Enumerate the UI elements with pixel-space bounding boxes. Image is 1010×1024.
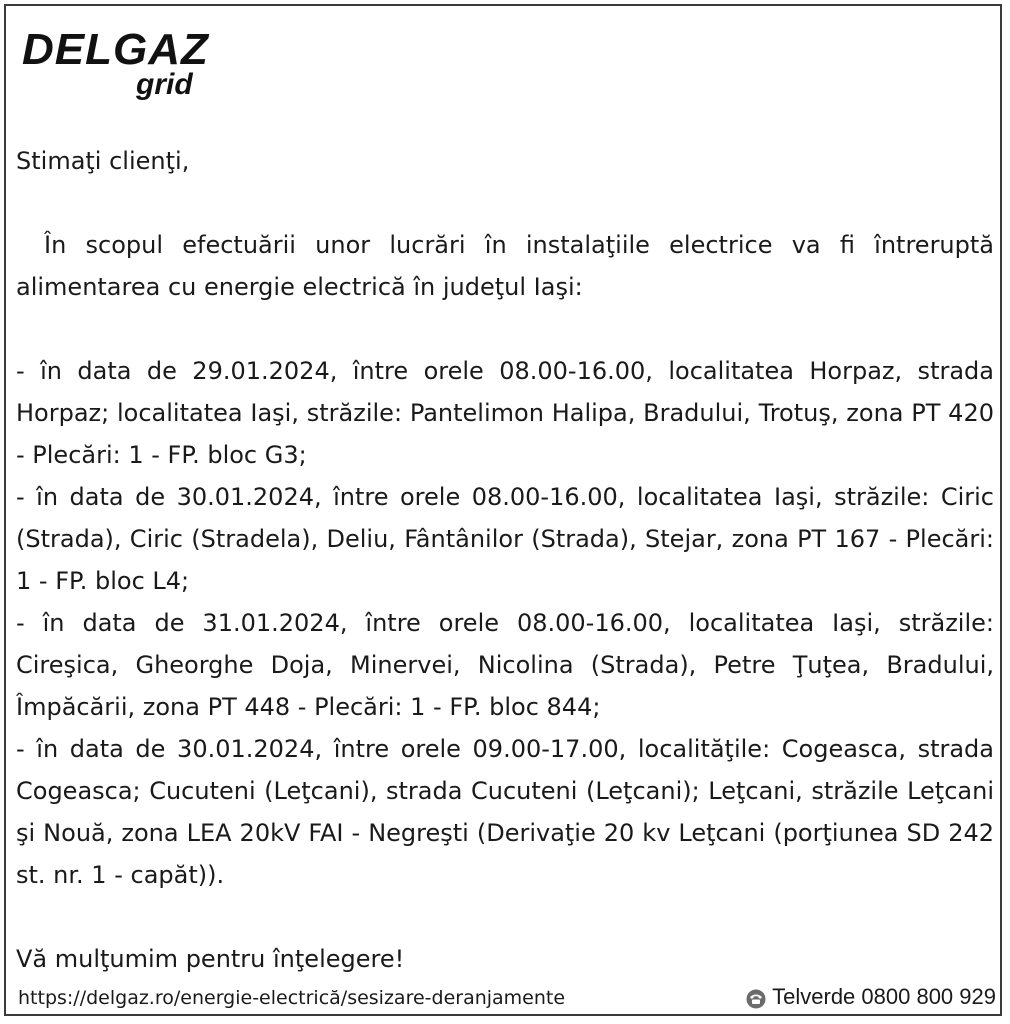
logo-brand: DELGAZ [22, 25, 209, 74]
delgaz-grid-logo [22, 25, 222, 108]
outage-item: - în data de 30.01.2024, între orele 09.00-17.00, localităţile: Cogeasca, strada Cogeasca; Cucuteni (Leţcani), strada Cucuteni (Leţcani); Leţcani, străzile Leţcani şi Nouă, zona LEA 20kV FAI - Negreşti (Derivaţie 20 kv Leţcani (porţiunea SD 242 st. nr. 1 - capăt)). [16, 735, 994, 889]
intro-paragraph: În scopul efectuării unor lucrări în instalaţiile electrice va fi întreruptă alimentarea cu energie electrică în judeţul Iaşi: [16, 231, 994, 301]
outage-item: - în data de 31.01.2024, între orele 08.00-16.00, localitatea Iaşi, străzile: Cireşica, Gheorghe Doja, Minervei, Nicolina (Strada), Petre Ţuţea, Bradului, Împăcării, zona PT 448 - Plecări: 1 - FP. bloc 844; [16, 609, 994, 721]
footer-url-link[interactable]: https://delgaz.ro/energie-electrică/sesizare-deranjamente [18, 987, 566, 1009]
telephone-icon [746, 987, 766, 1007]
greeting: Stimaţi clienţi, [16, 147, 190, 175]
footer-phone [746, 982, 996, 1012]
outage-item: - în data de 30.01.2024, între orele 08.00-16.00, localitatea Iaşi, străzile: Ciric (Strada), Ciric (Stradela), Deliu, Fântânilor (Strada), Stejar, zona PT 167 - Plecări: 1 - FP. bloc L4; [16, 483, 994, 595]
notice-body [16, 140, 994, 980]
closing-line: Vă mulţumim pentru înţelegere! [16, 945, 405, 973]
outage-item: - în data de 29.01.2024, între orele 08.00-16.00, localitatea Horpaz, strada Horpaz; localitatea Iaşi, străzile: Pantelimon Halipa, Bradului, Trotuş, zona PT 420 - Plecări: 1 - FP. bloc G3; [16, 357, 994, 469]
phone-text: Telverde 0800 800 929 [772, 984, 996, 1009]
logo-sub: grid [136, 68, 193, 101]
